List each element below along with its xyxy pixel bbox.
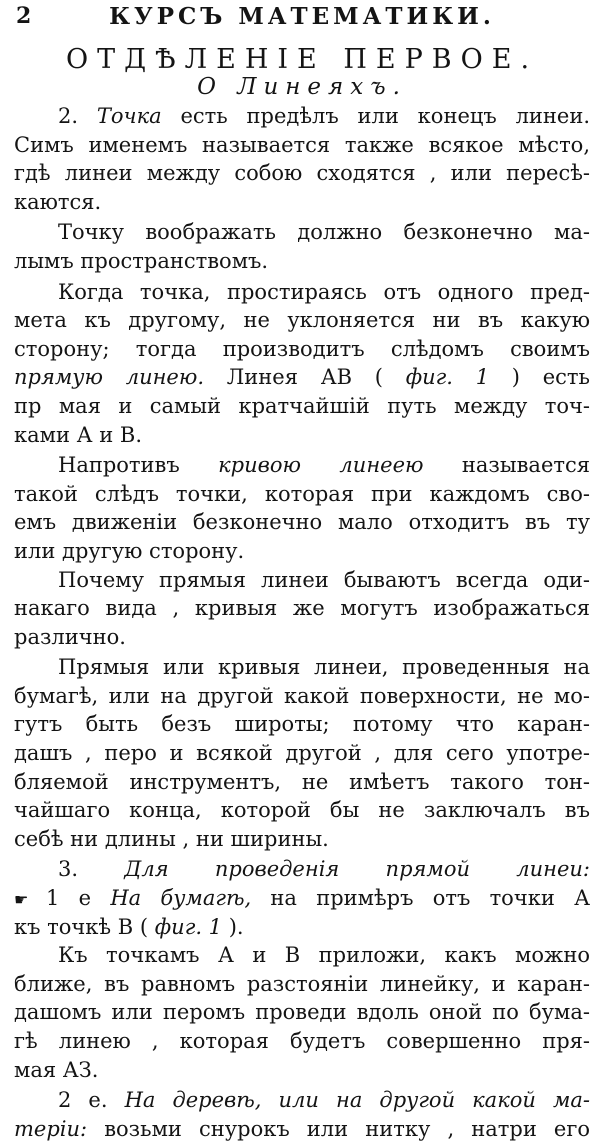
text-segment: мая АЗ.	[14, 1057, 99, 1082]
text-line	[14, 480, 590, 509]
text-segment: 3.	[58, 857, 125, 882]
text-line	[14, 247, 590, 276]
section-subtitle: О Линеяхъ.	[197, 74, 407, 100]
italic-text: фиг. 1	[405, 365, 490, 390]
text-line	[14, 421, 590, 450]
page-number: 2	[16, 3, 32, 29]
text-segment: 2.	[58, 104, 97, 128]
text-line	[14, 131, 590, 160]
text-segment: есть предѣлъ или конецъ линеи.	[161, 104, 591, 128]
text-segment: гутъ быть безъ широты; потому что каран-	[14, 712, 590, 737]
text-segment: различно.	[14, 624, 126, 649]
text-segment: возьми снурокъ или нитку , натри его	[87, 1116, 590, 1141]
text-line	[14, 451, 590, 480]
text-line	[14, 1056, 590, 1085]
text-segment: мета къ другому, не уклоняется ни въ какую	[14, 308, 590, 333]
text-line	[14, 682, 590, 711]
text-line	[14, 363, 590, 392]
text-segment: Почему прямыя линеи бываютъ всегда оди-	[58, 567, 590, 592]
text-segment: ближе, въ равномъ разстояніи линейку, и каран-	[14, 971, 590, 996]
italic-text: прямую линею.	[14, 365, 205, 390]
text-segment: Напротивъ	[58, 453, 219, 478]
text-line	[14, 306, 590, 335]
text-line	[14, 566, 590, 595]
italic-text: На деревѣ, или на другой какой ма-	[124, 1088, 590, 1113]
text-line	[14, 768, 590, 797]
italic-text: фиг. 1	[154, 914, 223, 939]
text-line	[14, 653, 590, 682]
text-line	[14, 796, 590, 825]
italic-text: кривою линеею	[218, 453, 424, 478]
pointing-hand-icon: ☛	[14, 890, 47, 910]
text-segment: ) есть	[489, 365, 590, 390]
text-line	[14, 159, 590, 188]
text-segment: Къ точкамъ А и В приложи, какъ можно	[58, 943, 590, 968]
text-segment: ками А и В.	[14, 422, 143, 447]
text-line	[14, 1027, 590, 1056]
text-line	[14, 102, 590, 131]
text-segment: дашъ , перо и всякой другой , для сего употре-	[14, 741, 590, 766]
text-segment: или другую сторону.	[14, 538, 245, 563]
text-line	[14, 970, 590, 999]
body-text	[14, 102, 590, 1143]
text-segment: 1 е	[46, 886, 111, 911]
text-line	[14, 884, 590, 913]
text-line	[14, 710, 590, 739]
text-segment: себѣ ни длины , ни ширины.	[14, 826, 329, 851]
text-segment: каются.	[14, 189, 102, 214]
text-line	[14, 508, 590, 537]
text-segment: къ точкѣ В (	[14, 914, 155, 939]
text-line	[14, 392, 590, 421]
text-segment: пр мая и самый кратчайшій путь между точ-	[14, 393, 590, 418]
text-segment: емъ движеніи безконечно мало отходитъ въ ту	[14, 510, 590, 535]
text-line	[14, 537, 590, 566]
text-segment: бумагѣ, или на другой какой поверхности, не мо-	[14, 683, 590, 708]
text-segment: 2 е.	[58, 1088, 125, 1113]
text-line	[14, 739, 590, 768]
text-line	[14, 335, 590, 364]
text-segment: сторону; тогда производитъ слѣдомъ своимъ	[14, 336, 590, 361]
italic-text: теріи:	[14, 1116, 88, 1141]
text-segment: называется	[423, 453, 591, 478]
text-segment: дашомъ или перомъ проведи вдоль оной по бума-	[14, 1000, 590, 1025]
text-segment: гѣ линею , которая будетъ совершенно пря-	[14, 1029, 590, 1053]
text-line	[14, 913, 590, 942]
section-title: ОТДѢЛЕНІЕ ПЕРВОЕ.	[65, 44, 539, 75]
text-line	[14, 825, 590, 854]
italic-text: На бумагѣ,	[110, 886, 252, 911]
text-line	[14, 998, 590, 1027]
text-segment: Когда точка, простираясь отъ одного пред-	[58, 279, 590, 304]
text-segment: гдѣ линеи между собою сходятся , или пересѣ-	[14, 161, 590, 186]
text-line	[14, 1086, 590, 1115]
text-segment: Прямыя или кривыя линеи, проведенныя на	[58, 655, 590, 680]
italic-text: Точка	[96, 104, 162, 128]
text-line	[14, 1115, 590, 1143]
text-line	[14, 218, 590, 247]
text-segment: Точку воображать должно безконечно ма-	[58, 220, 590, 245]
text-segment: лымъ пространствомъ.	[14, 248, 269, 273]
text-line	[14, 623, 590, 652]
text-line	[14, 594, 590, 623]
text-segment: такой слѣдъ точки, которая при каждомъ сво-	[14, 481, 590, 506]
text-segment: Линея АВ (	[204, 365, 406, 390]
text-line	[14, 278, 590, 307]
text-segment: чайшаго конца, которой бы не заключалъ въ	[14, 798, 590, 823]
italic-text: Для проведенія прямой линеи:	[124, 857, 590, 882]
text-line	[14, 855, 590, 884]
text-line	[14, 188, 590, 217]
text-segment: ).	[222, 914, 244, 939]
text-line	[14, 941, 590, 970]
running-head: КУРСЪ МАТЕМАТИКИ.	[109, 3, 495, 30]
text-segment: бляемой инструментъ, не имѣетъ такого тон-	[14, 769, 590, 794]
text-segment: Симъ именемъ называется также всякое мѣсто,	[14, 132, 590, 157]
text-segment: на примѣръ отъ точки А	[251, 886, 590, 911]
text-segment: накаго вида , кривыя же могутъ изображаться	[14, 596, 590, 621]
